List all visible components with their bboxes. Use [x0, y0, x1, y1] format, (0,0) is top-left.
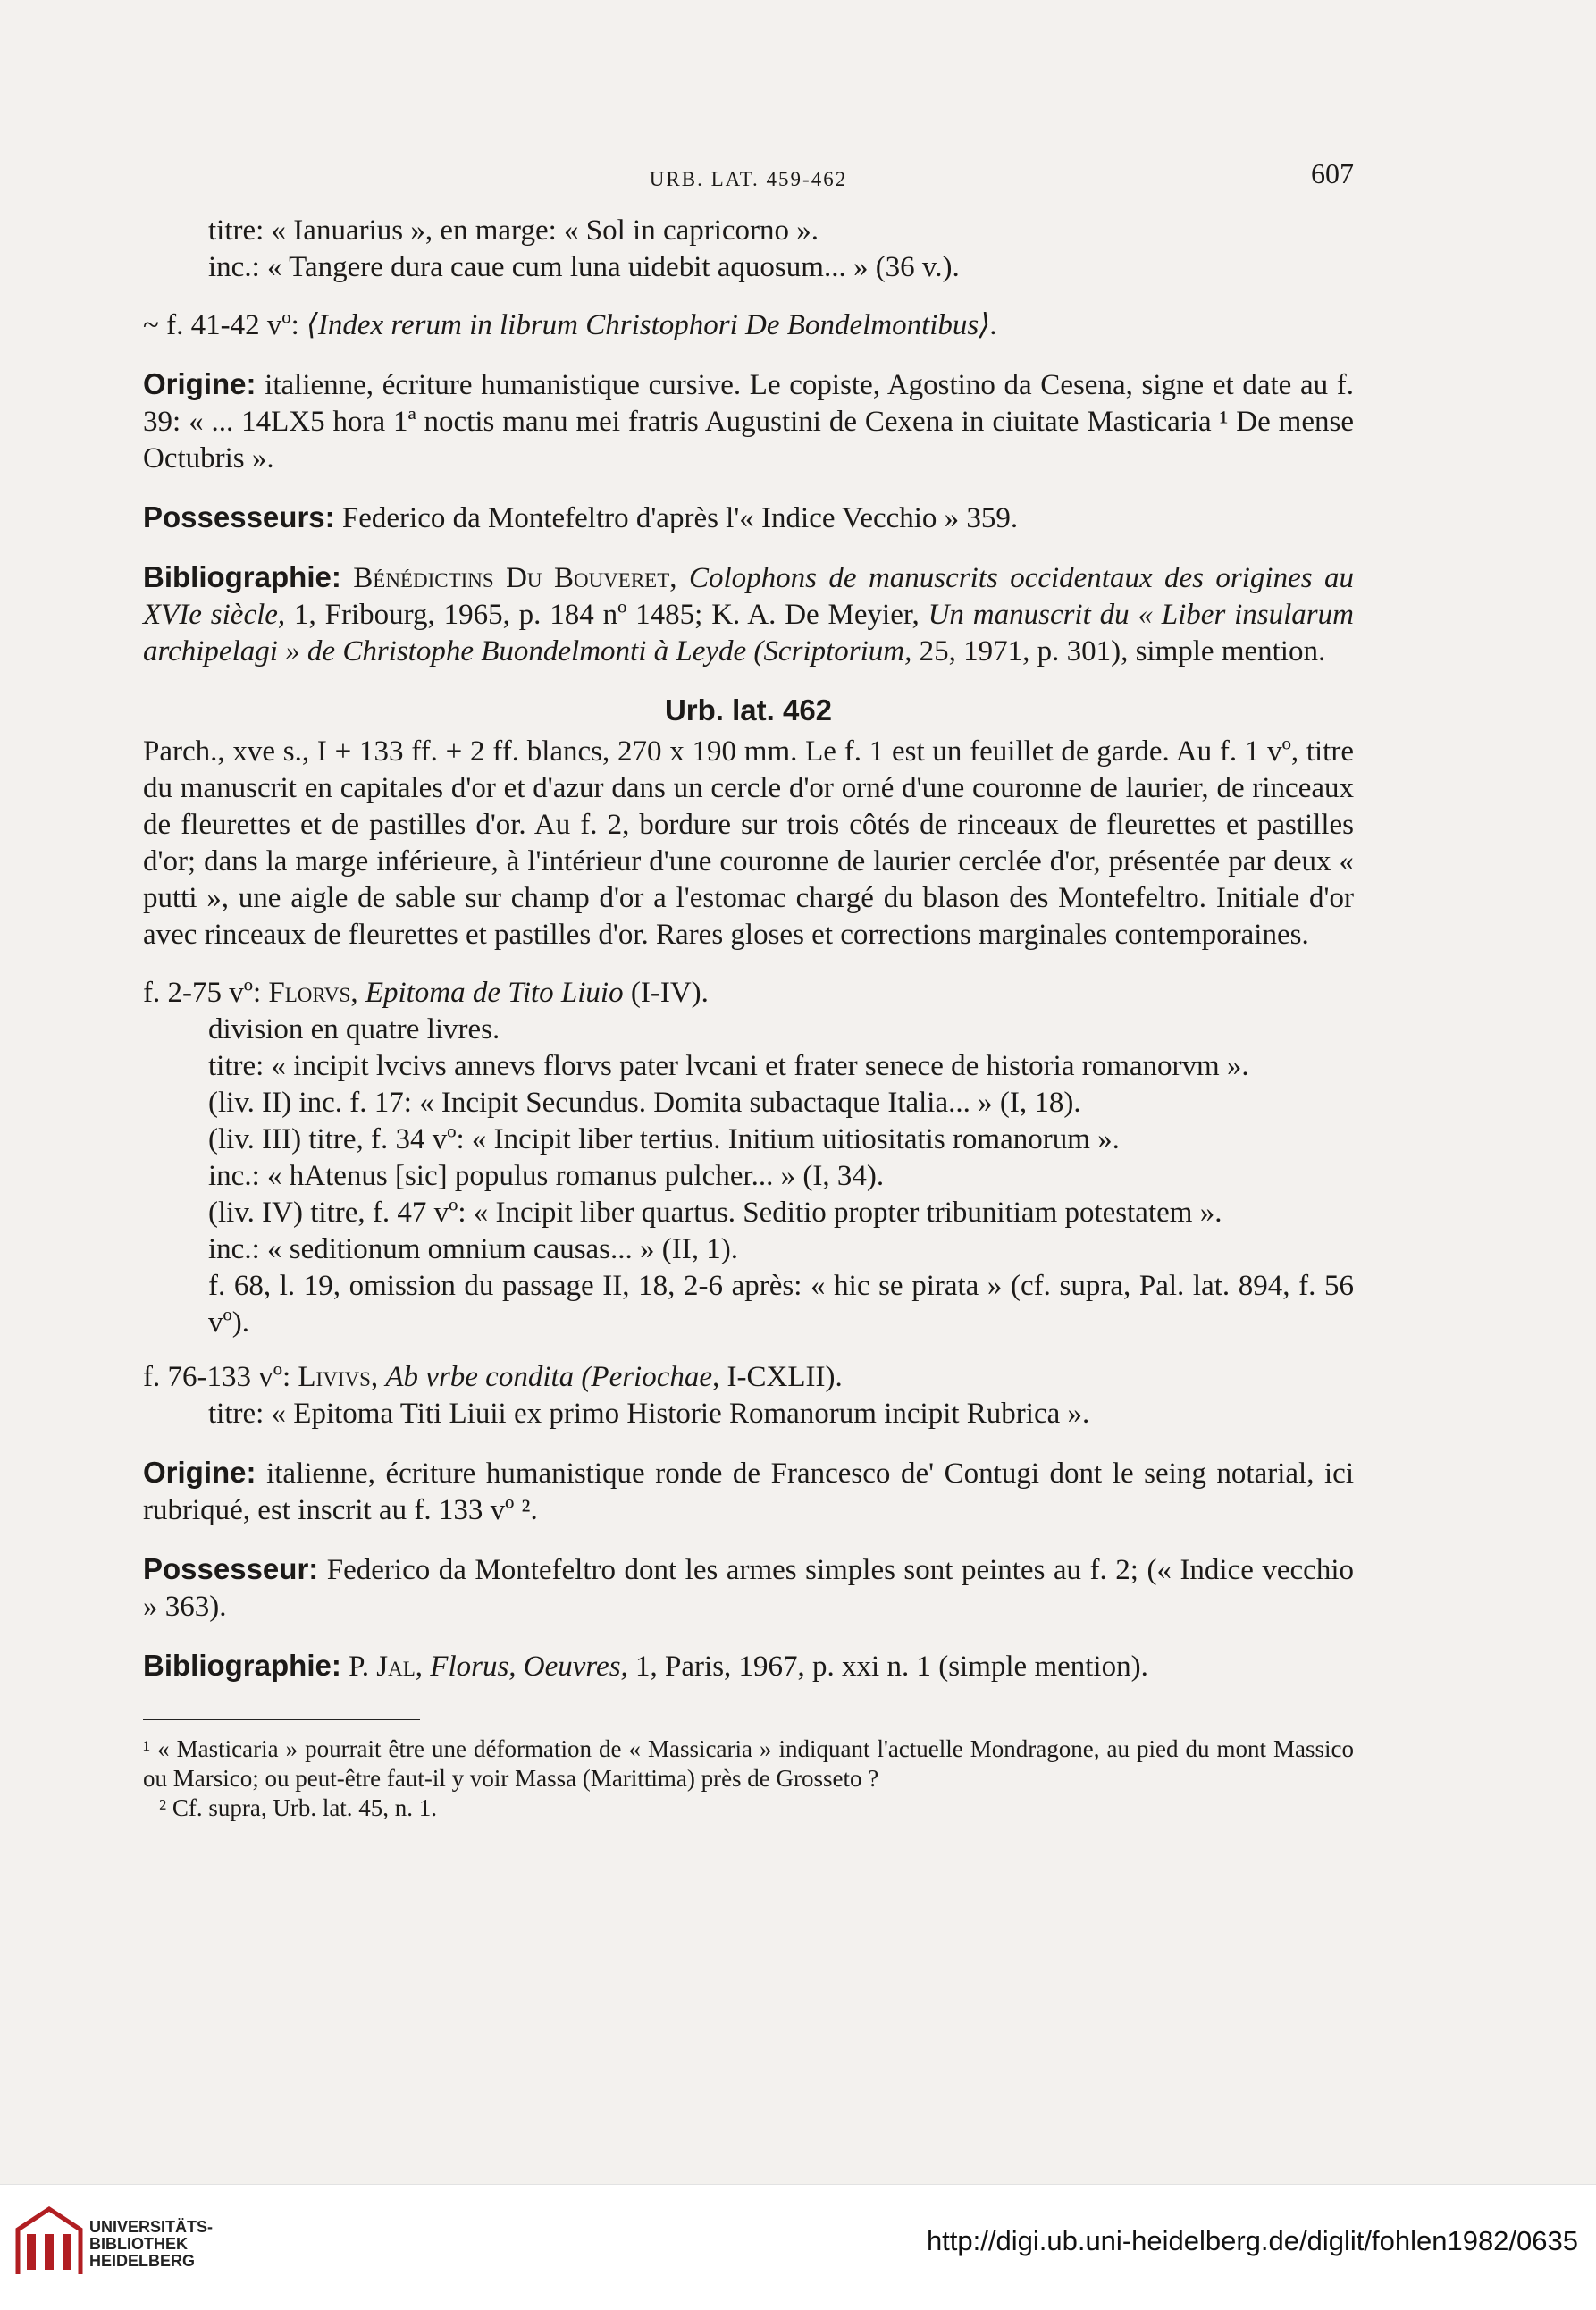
bibliographie-paragraph: Bibliographie: Bénédictins Du Bouveret, Colophons de manuscrits occidentaux des origines au XVIe siècle, 1, Fribourg, 1965, p. 184 nº 1485; K. A. De Meyier, Un manuscrit du « Liber insularum archipelagi » de Christophe Buondelmonti à Leyde (Scriptorium, 25, 1971, p. 301), simple mention. [143, 560, 1355, 668]
possesseur-paragraph: Possesseur: Federico da Montefeltro dont les armes simples sont peintes au f. 2; (« Indice vecchio » 363). [143, 1552, 1354, 1623]
university-library-logo-icon [9, 2198, 89, 2288]
livius-line: titre: « Epitoma Titi Liuii ex primo Historie Romanorum incipit Rubrica ». [208, 1398, 1090, 1430]
titre-line: titre: « Ianuarius », en marge: « Sol in capricorno ». [208, 214, 819, 247]
document-page [143, 157, 1355, 1823]
florus-line: inc.: « hAtenus [sic] populus romanus pulcher... » (I, 34). [208, 1160, 885, 1192]
florus-line: (liv. III) titre, f. 34 vº: « Incipit liber tertius. Initium uitiositatis romanorum ». [208, 1123, 1120, 1155]
florus-line: f. 68, l. 19, omission du passage II, 18, 2-6 après: « hic se pirata » (cf. supra, Pal. lat. 894, f. 56 vº). [208, 1270, 1354, 1339]
footnote-1: ¹ « Masticaria » pourrait être une déformation de « Massicaria » indiquant l'actuelle Mondragone, au pied du mont Massico ou Marsico; ou peut-être faut-il y voir Massa (Marittima) près de Grosseto ? [143, 1735, 1354, 1792]
description-paragraph: Parch., xve s., I + 133 ff. + 2 ff. blancs, 270 x 190 mm. Le f. 1 est un feuillet de garde. Au f. 1 vº, titre du manuscrit en capitales d'or et d'azur dans un cercle d'or orné d'une couronne de laurier, de rinceaux de fleurettes et de pastilles d'or. Au f. 2, bordure sur trois côtés de rinceaux de fleurettes et pastilles d'or; dans la marge inférieure, à l'intérieur d'une couronne de laurier cerclée d'or, présentée par deux « putti », une aigle de sable sur champ d'or a l'estomac chargé du blason des Montefeltro. Initiale d'or avec rinceaux de fleurettes et pastilles d'or. Rares gloses et corrections marginales contemporaines. [143, 735, 1354, 951]
florus-line: titre: « incipit lvcivs annevs florvs pater lvcani et frater senece de historia romanorvm ». [208, 1050, 1249, 1082]
florus-line: (liv. II) inc. f. 17: « Incipit Secundus. Domita subactaque Italia... » (I, 18). [208, 1087, 1081, 1119]
footnote-rule [143, 1719, 420, 1720]
bibliographie-label: Bibliographie: [143, 1649, 341, 1682]
florus-line: division en quatre livres. [208, 1013, 500, 1046]
origine-label: Origine: [143, 1456, 256, 1489]
footnote-2: ² Cf. supra, Urb. lat. 45, n. 1. [159, 1794, 438, 1821]
viewer-footer [0, 2184, 1596, 2310]
possesseur-label: Possesseur: [143, 1552, 319, 1585]
origine-paragraph-2: Origine: italienne, écriture humanistique ronde de Francesco de' Contugi dont le seing notarial, ici rubriqué, est inscrit au f. 133 vº ². [143, 1456, 1354, 1526]
origine-paragraph: Origine: italienne, écriture humanistique cursive. Le copiste, Agostino da Cesena, signe et date au f. 39: « ... 14LX5 hora 1ª noctis manu mei fratris Augustini de Cexena in ciuitate Masticaria ¹ De mense Octubris ». [143, 367, 1354, 475]
florus-line: (liv. IV) titre, f. 47 vº: « Incipit liber quartus. Seditio propter tribunitiam potestatem ». [208, 1197, 1222, 1229]
origine-label: Origine: [143, 367, 256, 400]
florus-heading: f. 2-75 vº: Florvs, Epitoma de Tito Liuio (I-IV). [143, 977, 709, 1009]
section-title: Urb. lat. 462 [664, 693, 833, 727]
livius-heading: f. 76-133 vº: Livivs, Ab vrbe condita (Periochae, I-CXLII). [143, 1361, 843, 1393]
footnotes [143, 1735, 1354, 1823]
library-name: UNIVERSITÄTS- BIBLIOTHEK HEIDELBERG [89, 2218, 214, 2270]
florus-entry [143, 975, 1354, 1341]
running-header [143, 157, 1354, 197]
incipit-line: inc.: « Tangere dura caue cum luna uidebit aquosum... » (36 v.). [208, 251, 960, 283]
bibliographie-label: Bibliographie: [143, 560, 341, 593]
possesseurs-label: Possesseurs: [143, 500, 335, 533]
permalink-url[interactable]: http://digi.ub.uni-heidelberg.de/diglit/fohlen1982/0635 [926, 2225, 1578, 2256]
possesseurs-paragraph: Possesseurs: Federico da Montefeltro d'après l'« Indice Vecchio » 359. [143, 500, 1019, 534]
florus-line: inc.: « seditionum omnium causas... » (II, 1). [208, 1233, 738, 1265]
page-number: 607 [1311, 157, 1354, 189]
bibliographie-paragraph-2: Bibliographie: P. Jal, Florus, Oeuvres, 1, Paris, 1967, p. xxi n. 1 (simple mention). [143, 1649, 1148, 1683]
index-entry: ~ f. 41-42 vº: ⟨Index rerum in librum Christophori De Bondelmontibus⟩. [143, 309, 998, 341]
livius-entry [143, 1359, 1354, 1432]
running-title: URB. LAT. 459-462 [649, 168, 848, 190]
